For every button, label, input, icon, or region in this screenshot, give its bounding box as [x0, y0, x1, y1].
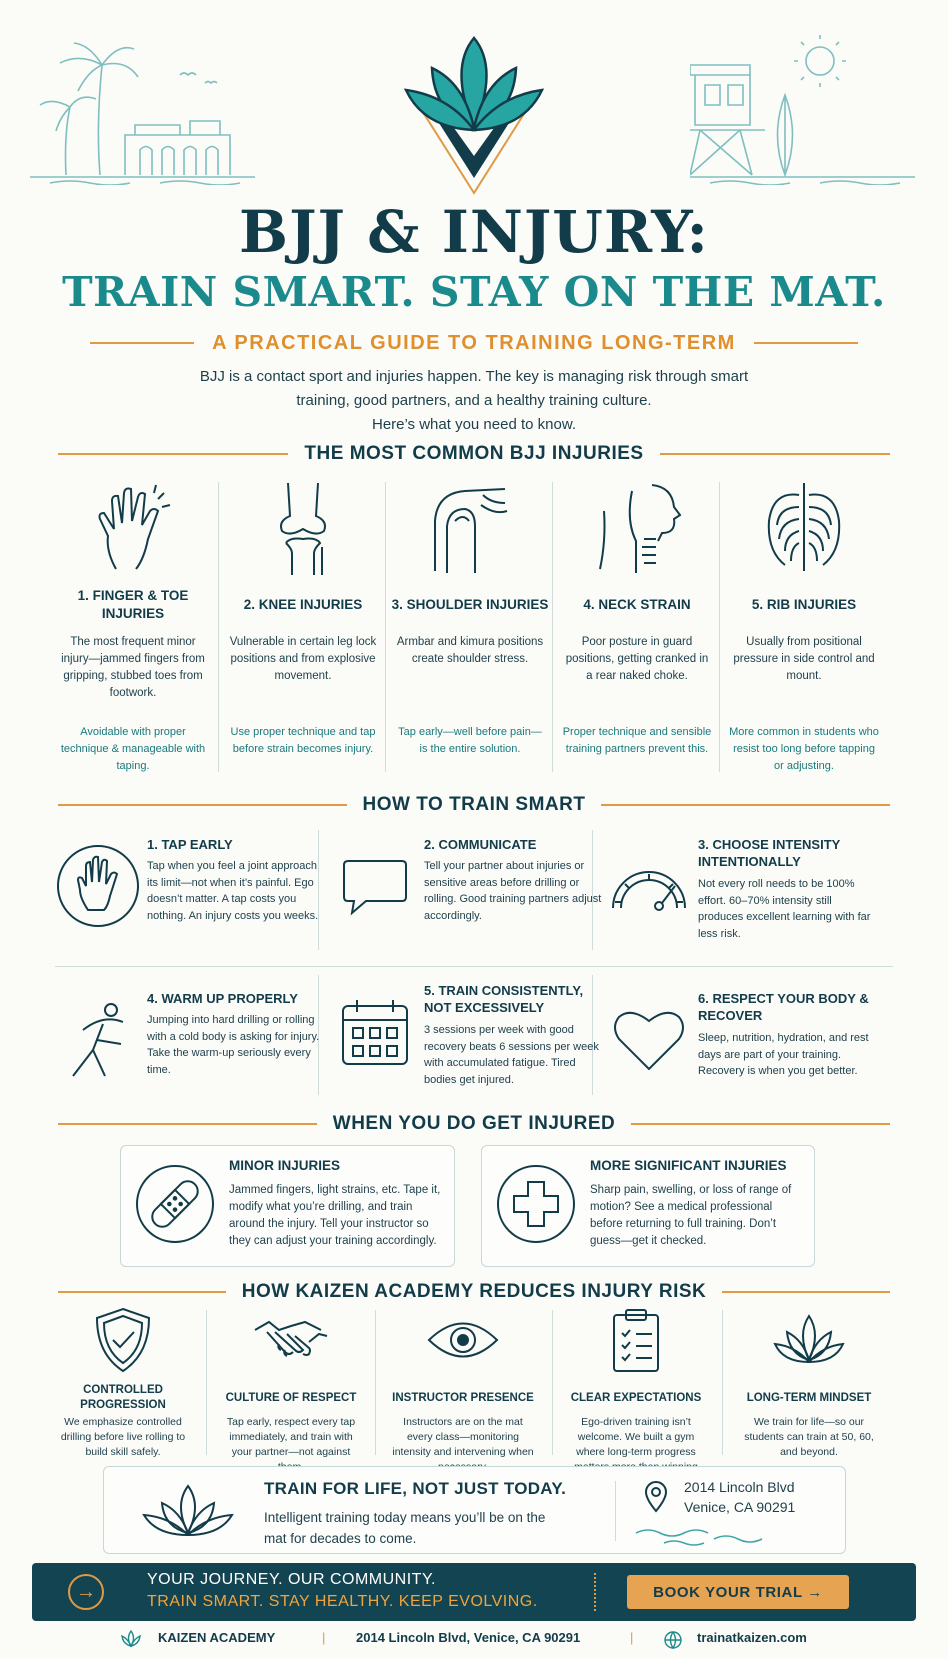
- column-divider: [218, 482, 219, 772]
- tip-card: [606, 836, 884, 964]
- feature-desc: Ego-driven training isn’t welcome. We built a gym where long-term progress: [576, 1416, 696, 1458]
- knee-icon: [268, 481, 338, 576]
- lifeguard-tower-illustration: [690, 35, 920, 185]
- injury-title: 1. FINGER & TOE INJURIES: [77, 588, 189, 621]
- intro-line: training, good partners, and a healthy training culture.: [296, 392, 652, 409]
- injury-card: [721, 478, 887, 773]
- injury-title: 3. SHOULDER INJURIES: [391, 597, 549, 612]
- injury-desc: Usually from positional pressure in side control and mount.: [733, 636, 875, 682]
- cta-headline: TRAIN FOR LIFE, NOT JUST TODAY.: [264, 1479, 567, 1498]
- heart-icon: [611, 1007, 687, 1073]
- tagline: A PRACTICAL GUIDE TO TRAINING LONG-TERM: [212, 331, 736, 354]
- footer-separator: |: [322, 1630, 326, 1645]
- injury-desc: Armbar and kimura positions create shoulder stress.: [396, 636, 544, 665]
- cta-subtext: Intelligent training today means you’ll be on the mat for decades to come.: [264, 1510, 546, 1546]
- footer-separator: |: [630, 1630, 634, 1645]
- card-desc: Sharp pain, swelling, or loss of range of motion? See a medical professional before returning to full training. Don’t guess—get it checked.: [590, 1184, 792, 1247]
- stretch-icon: [63, 1000, 133, 1080]
- tip-desc: Not every roll needs to be 100% effort. 60–70% intensity still produces excellent learning with far less risk.: [698, 878, 871, 940]
- injury-desc: Vulnerable in certain leg lock positions and from explosive movement.: [229, 636, 377, 682]
- neck-icon: [592, 481, 682, 576]
- minor-injuries-card: [120, 1145, 455, 1267]
- card-title: MINOR INJURIES: [229, 1158, 341, 1173]
- section-title: THE MOST COMMON BJJ INJURIES: [304, 443, 644, 464]
- calendar-icon: [337, 994, 413, 1070]
- section-heading-when-injured: [58, 1113, 890, 1135]
- section-heading-injuries: [58, 443, 890, 465]
- tip-title: 3. CHOOSE INTENSITY INTENTIONALLY: [698, 837, 841, 869]
- kaizen-feature: [208, 1305, 374, 1475]
- medical-cross-icon: [496, 1164, 576, 1244]
- speech-bubble-icon: [340, 851, 410, 921]
- tip-title: 2. COMMUNICATE: [424, 837, 537, 852]
- injury-title: 4. NECK STRAIN: [583, 597, 691, 612]
- shield-check-icon: [93, 1306, 153, 1374]
- tip-title: 1. TAP EARLY: [147, 837, 233, 852]
- feature-title: LONG-TERM MINDSET: [746, 1391, 872, 1404]
- section-title: HOW TO TRAIN SMART: [362, 794, 586, 815]
- feature-title: CONTROLLED PROGRESSION: [80, 1384, 166, 1411]
- wave-decoration: [634, 1525, 774, 1547]
- tip-card: [55, 836, 333, 964]
- raised-hand-icon: [56, 844, 140, 928]
- section-title: HOW KAIZEN ACADEMY REDUCES INJURY RISK: [241, 1281, 707, 1302]
- intro-text: [130, 365, 818, 437]
- map-pin-icon: [644, 1481, 668, 1513]
- main-title: BJJ & INJURY:: [239, 198, 709, 266]
- divider-line: [90, 342, 194, 344]
- cta-banner: [32, 1563, 916, 1621]
- arrow-right-icon[interactable]: →: [68, 1574, 104, 1610]
- section-title: WHEN YOU DO GET INJURED: [332, 1113, 616, 1134]
- feature-title: CULTURE OF RESPECT: [225, 1391, 357, 1404]
- card-desc: Jammed fingers, light strains, etc. Tape it, modify what you’re drilling, and train around the injury. Tell your instructor so they can adjust your training accordingly.: [229, 1184, 441, 1247]
- shoulder-icon: [425, 481, 515, 576]
- injury-tip: Proper technique and sensible training partners prevent this.: [562, 726, 712, 755]
- injury-card: [50, 478, 216, 773]
- footer: [0, 1628, 948, 1654]
- palm-trees-illustration: [30, 35, 260, 185]
- tip-desc: Tell your partner about injuries or sensitive areas before drilling or rolling. Good training partners adjust accordingly.: [424, 860, 602, 922]
- column-divider: [375, 1310, 376, 1455]
- globe-icon: [664, 1631, 682, 1649]
- column-divider: [722, 1310, 723, 1455]
- bandage-icon: [135, 1164, 215, 1244]
- tip-title: 5. TRAIN CONSISTENTLY, NOT EXCESSIVELY: [424, 983, 584, 1015]
- hand-icon: [88, 481, 178, 576]
- row-divider: [55, 966, 893, 967]
- banner-line-1: YOUR JOURNEY. OUR COMMUNITY.: [147, 1571, 436, 1588]
- feature-desc: Tap early, respect every tap immediately, and train with your partner—not against: [226, 1416, 356, 1458]
- ribcage-icon: [759, 481, 849, 576]
- feature-desc: We train for life—so our students can train at 50, 60, and beyond.: [744, 1416, 874, 1458]
- lotus-icon: [771, 1312, 847, 1368]
- section-heading-kaizen: [58, 1281, 890, 1303]
- column-divider: [552, 482, 553, 772]
- lotus-icon: [140, 1483, 236, 1541]
- footer-website-link[interactable]: trainatkaizen.com: [697, 1630, 807, 1645]
- card-title: MORE SIGNIFICANT INJURIES: [590, 1158, 787, 1173]
- injury-card: [554, 478, 720, 773]
- intro-line: BJJ is a contact sport and injuries happen. The key is managing risk through smart: [199, 368, 749, 385]
- injury-desc: The most frequent minor injury—jammed fingers from gripping, stubbed toes from footwork.: [61, 636, 205, 699]
- lotus-icon: [118, 1630, 144, 1648]
- tip-card: [55, 990, 333, 1118]
- injury-tip: Use proper technique and tap before strain becomes injury.: [230, 726, 376, 755]
- tip-card: [332, 982, 610, 1110]
- section-heading-train-smart: [58, 794, 890, 816]
- intro-line: Here’s what you need to know.: [371, 416, 577, 433]
- tip-desc: Tap when you feel a joint approach its limit—not when it’s painful. Ego doesn’t matter. A tap costs you nothing. An injury costs you weeks.: [147, 860, 319, 922]
- cta-box: [103, 1466, 846, 1554]
- handshake-icon: [251, 1310, 331, 1370]
- eye-icon: [425, 1317, 501, 1363]
- kaizen-feature: [553, 1305, 719, 1490]
- injury-card: [220, 478, 386, 773]
- tip-card: [332, 836, 610, 964]
- cta-divider: [615, 1481, 616, 1541]
- tip-title: 6. RESPECT YOUR BODY & RECOVER: [698, 991, 869, 1023]
- kaizen-feature: [726, 1305, 892, 1460]
- kaizen-feature: [40, 1305, 206, 1460]
- tip-desc: 3 sessions per week with good recovery beats 6 sessions per week with accumulated fatigue. Tired bodies get injured.: [424, 1024, 599, 1086]
- feature-desc: We emphasize controlled drilling before live rolling to build skill safely.: [60, 1416, 186, 1458]
- main-subtitle: TRAIN SMART. STAY ON THE MAT.: [62, 268, 886, 316]
- book-trial-button[interactable]: BOOK YOUR TRIAL →: [627, 1575, 849, 1609]
- injury-card: [387, 478, 553, 773]
- tip-desc: Jumping into hard drilling or rolling with a cold body is asking for injury. Take the warm-up seriously every time.: [147, 1014, 320, 1076]
- injury-desc: Poor posture in guard positions, getting cranked in a rear naked choke.: [565, 636, 709, 682]
- tip-card: [606, 990, 884, 1118]
- feature-title: CLEAR EXPECTATIONS: [570, 1391, 702, 1404]
- address-line: Venice, CA 90291: [684, 1499, 796, 1515]
- injury-tip: Tap early—well before pain—is the entire solution.: [398, 726, 542, 755]
- tip-desc: Sleep, nutrition, hydration, and rest days are part of your training. Recovery is when you get better.: [698, 1032, 869, 1077]
- address-line: 2014 Lincoln Blvd: [684, 1479, 795, 1495]
- divider-line: [754, 342, 858, 344]
- injury-tip: Avoidable with proper technique & manageable with taping.: [60, 726, 206, 772]
- column-divider: [206, 1310, 207, 1455]
- feature-desc: Instructors are on the mat every class—monitoring intensity and intervening when: [392, 1416, 534, 1458]
- feature-title: INSTRUCTOR PRESENCE: [392, 1391, 534, 1404]
- banner-divider: [594, 1573, 596, 1611]
- footer-brand: KAIZEN ACADEMY: [158, 1630, 276, 1645]
- tip-title: 4. WARM UP PROPERLY: [147, 991, 298, 1006]
- significant-injuries-card: [481, 1145, 815, 1267]
- lotus-logo: [394, 28, 554, 198]
- kaizen-feature: [380, 1305, 546, 1475]
- tagline-row: [90, 330, 858, 356]
- gauge-icon: [607, 856, 691, 916]
- injury-title: 5. RIB INJURIES: [751, 597, 857, 612]
- injury-tip: More common in students who resist too long before tapping or adjusting.: [729, 726, 879, 772]
- footer-address: 2014 Lincoln Blvd, Venice, CA 90291: [356, 1630, 581, 1645]
- column-divider: [719, 482, 720, 772]
- column-divider: [385, 482, 386, 772]
- clipboard-icon: [608, 1307, 664, 1373]
- injury-title: 2. KNEE INJURIES: [243, 597, 363, 612]
- banner-line-2: TRAIN SMART. STAY HEALTHY. KEEP EVOLVING.: [147, 1593, 538, 1610]
